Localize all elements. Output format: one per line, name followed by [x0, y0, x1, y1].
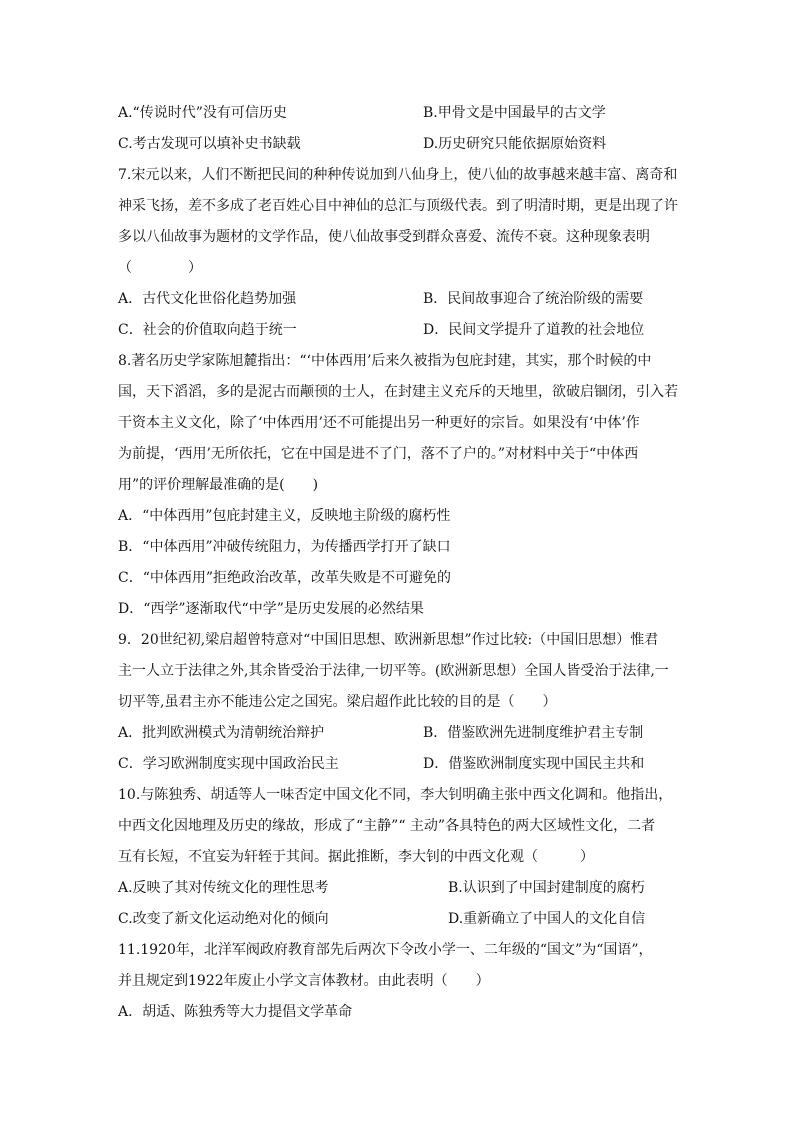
q7-option-a[interactable]: A．古代文化世俗化趋势加强 — [118, 291, 297, 307]
q7-option-d[interactable]: D．民间文学提升了道教的社会地位 — [423, 322, 645, 338]
q9-option-a[interactable]: A．批判欧洲模式为清朝统治辩护 — [118, 725, 325, 741]
q7-stem-line-1: 7.宋元以来，人们不断把民间的种种传说加到八仙身上，使八仙的故事越来越丰富、离奇和 — [118, 167, 678, 183]
q7-answer-blank[interactable]: （ ） — [118, 260, 202, 276]
q10-options-row-2 — [118, 904, 680, 935]
q10-stem-line-3: 互有长短，不宜妄为轩轾于其间。据此推断，李大钊的中西文化观（ ） — [118, 849, 594, 865]
q11-option-a[interactable]: A．胡适、陈独秀等大力提倡文学革命 — [118, 1004, 353, 1020]
q11-stem-line-1: 11.1920年，北洋军阀政府教育部先后两次下令改小学一、二年级的“国文”为“国语”， — [118, 942, 653, 958]
q10-stem-line-2: 中西文化因地理及历史的缘故，形成了“主静”“ 主动”各具特色的两大区域性文化，二者 — [118, 818, 656, 834]
q8-stem-line-3: 干资本主义文化，除了‘中体西用’还不可能提出另一种更好的宗旨。如果没有‘中体’作 — [118, 415, 640, 431]
q9-stem-line-1: 9．20世纪初,梁启超曾特意对“中国旧思想、欧洲新思想”作过比较:（中国旧思想）惟君 — [118, 632, 659, 648]
q6-option-a[interactable]: A.“传说时代”没有可信历史 — [118, 105, 287, 121]
q7-stem-line-3: 多以八仙故事为题材的文学作品，使八仙故事受到群众喜爱、流传不衰。这种现象表明 — [118, 229, 650, 245]
q6-option-b[interactable]: B.甲骨文是中国最早的古文学 — [423, 105, 606, 121]
q9-stem-line-2: 主一人立于法律之外,其余皆受治于法律,一切平等。(欧洲新思想）全国人皆受治于法律,一 — [118, 663, 669, 679]
q7-option-c[interactable]: C．社会的价值取向趋于统一 — [118, 322, 297, 338]
q11-stem-line-2: 并且规定到1922年废止小学文言体教材。由此表明（ ） — [118, 973, 490, 989]
q6-options-row-2 — [118, 129, 680, 160]
q9-option-d[interactable]: D．借鉴欧洲制度实现中国民主共和 — [423, 756, 645, 772]
q8-stem-line-1: 8.著名历史学家陈旭麓指出：“‘中体西用’后来久被指为包庇封建，其实，那个时候的中 — [118, 353, 652, 369]
q8-stem-line-5: 用”的评价理解最准确的是( ) — [118, 477, 319, 493]
q10-stem-line-1: 10.与陈独秀、胡适等人一味否定中国文化不同，李大钊明确主张中西文化调和。他指出， — [118, 787, 673, 803]
q6-options-row-1 — [118, 98, 680, 129]
q10-option-d[interactable]: D.重新确立了中国人的文化自信 — [448, 911, 646, 927]
q8-option-d[interactable]: D．“西学”逐渐取代“中学”是历史发展的必然结果 — [118, 601, 424, 617]
q8-stem-line-2: 国，天下滔滔，多的是泥古而颟顸的士人，在封建主义充斥的天地里，欲破启锢闭，引入若 — [118, 384, 678, 400]
q8-option-a[interactable]: A．“中体西用”包庇封建主义，反映地主阶级的腐朽性 — [118, 508, 451, 524]
q10-options-row-1 — [118, 873, 680, 904]
q9-option-b[interactable]: B．借鉴欧洲先进制度维护君主专制 — [423, 725, 644, 741]
q6-option-c[interactable]: C.考古发现可以填补史书缺载 — [118, 136, 301, 152]
q10-option-b[interactable]: B.认识到了中国封建制度的腐朽 — [448, 880, 645, 896]
q9-options-row-2 — [118, 749, 680, 780]
q7-option-b[interactable]: B．民间故事迎合了统治阶级的需要 — [423, 291, 644, 307]
page-content — [118, 98, 680, 1028]
q7-options-row-1 — [118, 284, 680, 315]
q8-option-b[interactable]: B．“中体西用”冲破传统阻力，为传播西学打开了缺口 — [118, 539, 451, 555]
q6-option-d[interactable]: D.历史研究只能依据原始资料 — [423, 136, 607, 152]
q10-option-a[interactable]: A.反映了其对传统文化的理性思考 — [118, 880, 329, 896]
q8-stem-line-4: 为前提，‘西用’无所依托，它在中国是进不了门，落不了户的。”对材料中关于“中体西 — [118, 446, 639, 462]
q7-stem-line-2: 神采飞扬，差不多成了老百姓心目中神仙的总汇与顶级代表。到了明清时期，更是出现了许 — [118, 198, 678, 214]
q7-options-row-2 — [118, 315, 680, 346]
q9-stem-line-3: 切平等,虽君主亦不能违公定之国宪。梁启超作此比较的目的是（ ） — [118, 694, 557, 710]
q9-option-c[interactable]: C．学习欧洲制度实现中国政治民主 — [118, 756, 339, 772]
q10-option-c[interactable]: C.改变了新文化运动绝对化的倾向 — [118, 911, 329, 927]
q9-options-row-1 — [118, 718, 680, 749]
q8-option-c[interactable]: C．“中体西用”拒绝政治改革，改革失败是不可避免的 — [118, 570, 452, 586]
